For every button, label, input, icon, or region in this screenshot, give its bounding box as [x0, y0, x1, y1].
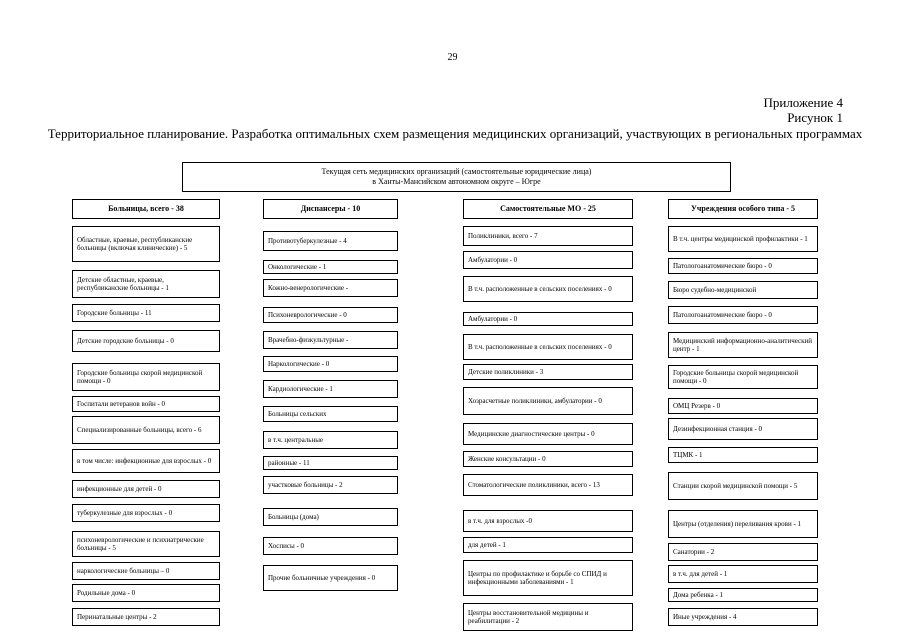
column-2-item: Психоневрологические - 0 [263, 307, 398, 323]
column-3-item: Амбулатории - 0 [463, 312, 633, 326]
column-header-2: Диспансеры - 10 [263, 199, 398, 219]
column-1-item: Родильные дома - 0 [72, 584, 220, 602]
column-4-item: ОМЦ Резерв - 0 [668, 398, 818, 414]
column-2-item: Больницы сельских [263, 406, 398, 422]
column-3-item: в т.ч. для взрослых -0 [463, 510, 633, 532]
column-3-item: Стоматологические поликлиники, всего - 13 [463, 474, 633, 496]
column-3-item: Медицинские диагностические центры - 0 [463, 423, 633, 445]
column-1-item: Областные, краевые, республиканские больницы (включая клинические) - 5 [72, 226, 220, 262]
column-3-item: Амбулатории - 0 [463, 251, 633, 269]
column-3-item: Детские поликлиники - 3 [463, 364, 633, 380]
column-1-item: Перинатальные центры - 2 [72, 608, 220, 626]
column-3-item: Поликлиники, всего - 7 [463, 226, 633, 246]
column-2-item: в т.ч. центральные [263, 431, 398, 449]
column-header-3: Самостоятельные МО - 25 [463, 199, 633, 219]
column-3-item: В т.ч. расположенные в сельских поселениях - 0 [463, 276, 633, 302]
column-4-item: Центры (отделения) переливания крови - 1 [668, 510, 818, 538]
column-2-item: Хосписы - 0 [263, 537, 398, 555]
column-2-item: Врачебно-физкультурные - [263, 331, 398, 349]
column-2-item: районные - 11 [263, 456, 398, 470]
column-4-item: Станции скорой медицинской помощи - 5 [668, 472, 818, 500]
column-4-item: Санатории - 2 [668, 543, 818, 561]
root-line-2: в Ханты-Мансийском автономном округе – Югре [372, 177, 541, 186]
column-1-item: туберкулезные для взрослых - 0 [72, 504, 220, 522]
column-1-item: Госпитали ветеранов войн - 0 [72, 396, 220, 412]
column-1-item: Детские областные, краевые, республиканские больницы - 1 [72, 270, 220, 298]
column-3-item: Хозрасчетные поликлиники, амбулатории - 0 [463, 387, 633, 415]
root-line-1: Текущая сеть медицинских организаций (самостоятельные юридические лица) [321, 167, 592, 176]
column-header-1: Больницы, всего - 38 [72, 199, 220, 219]
column-1-item: Городские больницы - 11 [72, 304, 220, 322]
column-2-item: Онкологические - 1 [263, 260, 398, 274]
column-1-item: психоневрологические и психиатрические больницы - 5 [72, 531, 220, 557]
column-2-item: Кожно-венерологические - [263, 279, 398, 297]
column-3-item: Центры по профилактике и борьбе со СПИД и инфекционными заболеваниями - 1 [463, 560, 633, 596]
column-3-item: Центры восстановительной медицины и реабилитации - 2 [463, 603, 633, 631]
column-1-item: наркологические больницы – 0 [72, 562, 220, 580]
column-1-item: инфекционные для детей - 0 [72, 480, 220, 498]
column-1-item: Детские городские больницы - 0 [72, 330, 220, 352]
column-2-item: участковые больницы - 2 [263, 476, 398, 494]
column-4-item: Медицинский информационно-аналитический центр - 1 [668, 332, 818, 358]
column-3-item: В т.ч. расположенные в сельских поселениях - 0 [463, 334, 633, 360]
column-4-item: в т.ч. для детей - 1 [668, 565, 818, 583]
page-number: 29 [447, 52, 458, 63]
appendix-label: Приложение 4 [763, 95, 843, 110]
column-1-item: Специализированные больницы, всего - 6 [72, 416, 220, 444]
column-4-item: ТЦМК - 1 [668, 447, 818, 463]
root-box [182, 162, 731, 192]
figure-label: Рисунок 1 [787, 110, 843, 125]
column-4-item: Патологоанатомические бюро - 0 [668, 306, 818, 324]
column-2-item: Больницы (дома) [263, 508, 398, 526]
column-4-item: Дома ребенка - 1 [668, 588, 818, 602]
column-2-item: Противотуберкулезные - 4 [263, 231, 398, 251]
column-1-item: в том числе: инфекционные для взрослых - 0 [72, 449, 220, 473]
column-4-item: Патологоанатомические бюро - 0 [668, 258, 818, 274]
page-title: Территориальное планирование. Разработка оптимальных схем размещения медицинских организаций, участвующих в региональных программах [47, 126, 863, 141]
column-4-item: В т.ч. центры медицинской профилактики - 1 [668, 226, 818, 252]
column-2-item: Прочие больничные учреждения - 0 [263, 565, 398, 591]
column-header-4: Учреждения особого типа - 5 [668, 199, 818, 219]
column-2-item: Наркологические - 0 [263, 356, 398, 372]
column-1-item: Городские больницы скорой медицинской помощи - 0 [72, 363, 220, 391]
column-4-item: Бюро судебно-медицинской [668, 281, 818, 299]
column-3-item: Женские консультации - 0 [463, 451, 633, 467]
column-2-item: Кардиологические - 1 [263, 380, 398, 398]
column-4-item: Иные учреждения - 4 [668, 608, 818, 626]
column-4-item: Дезинфекционная станция - 0 [668, 418, 818, 440]
column-3-item: для детей - 1 [463, 537, 633, 553]
column-4-item: Городские больницы скорой медицинской помощи - 0 [668, 365, 818, 389]
